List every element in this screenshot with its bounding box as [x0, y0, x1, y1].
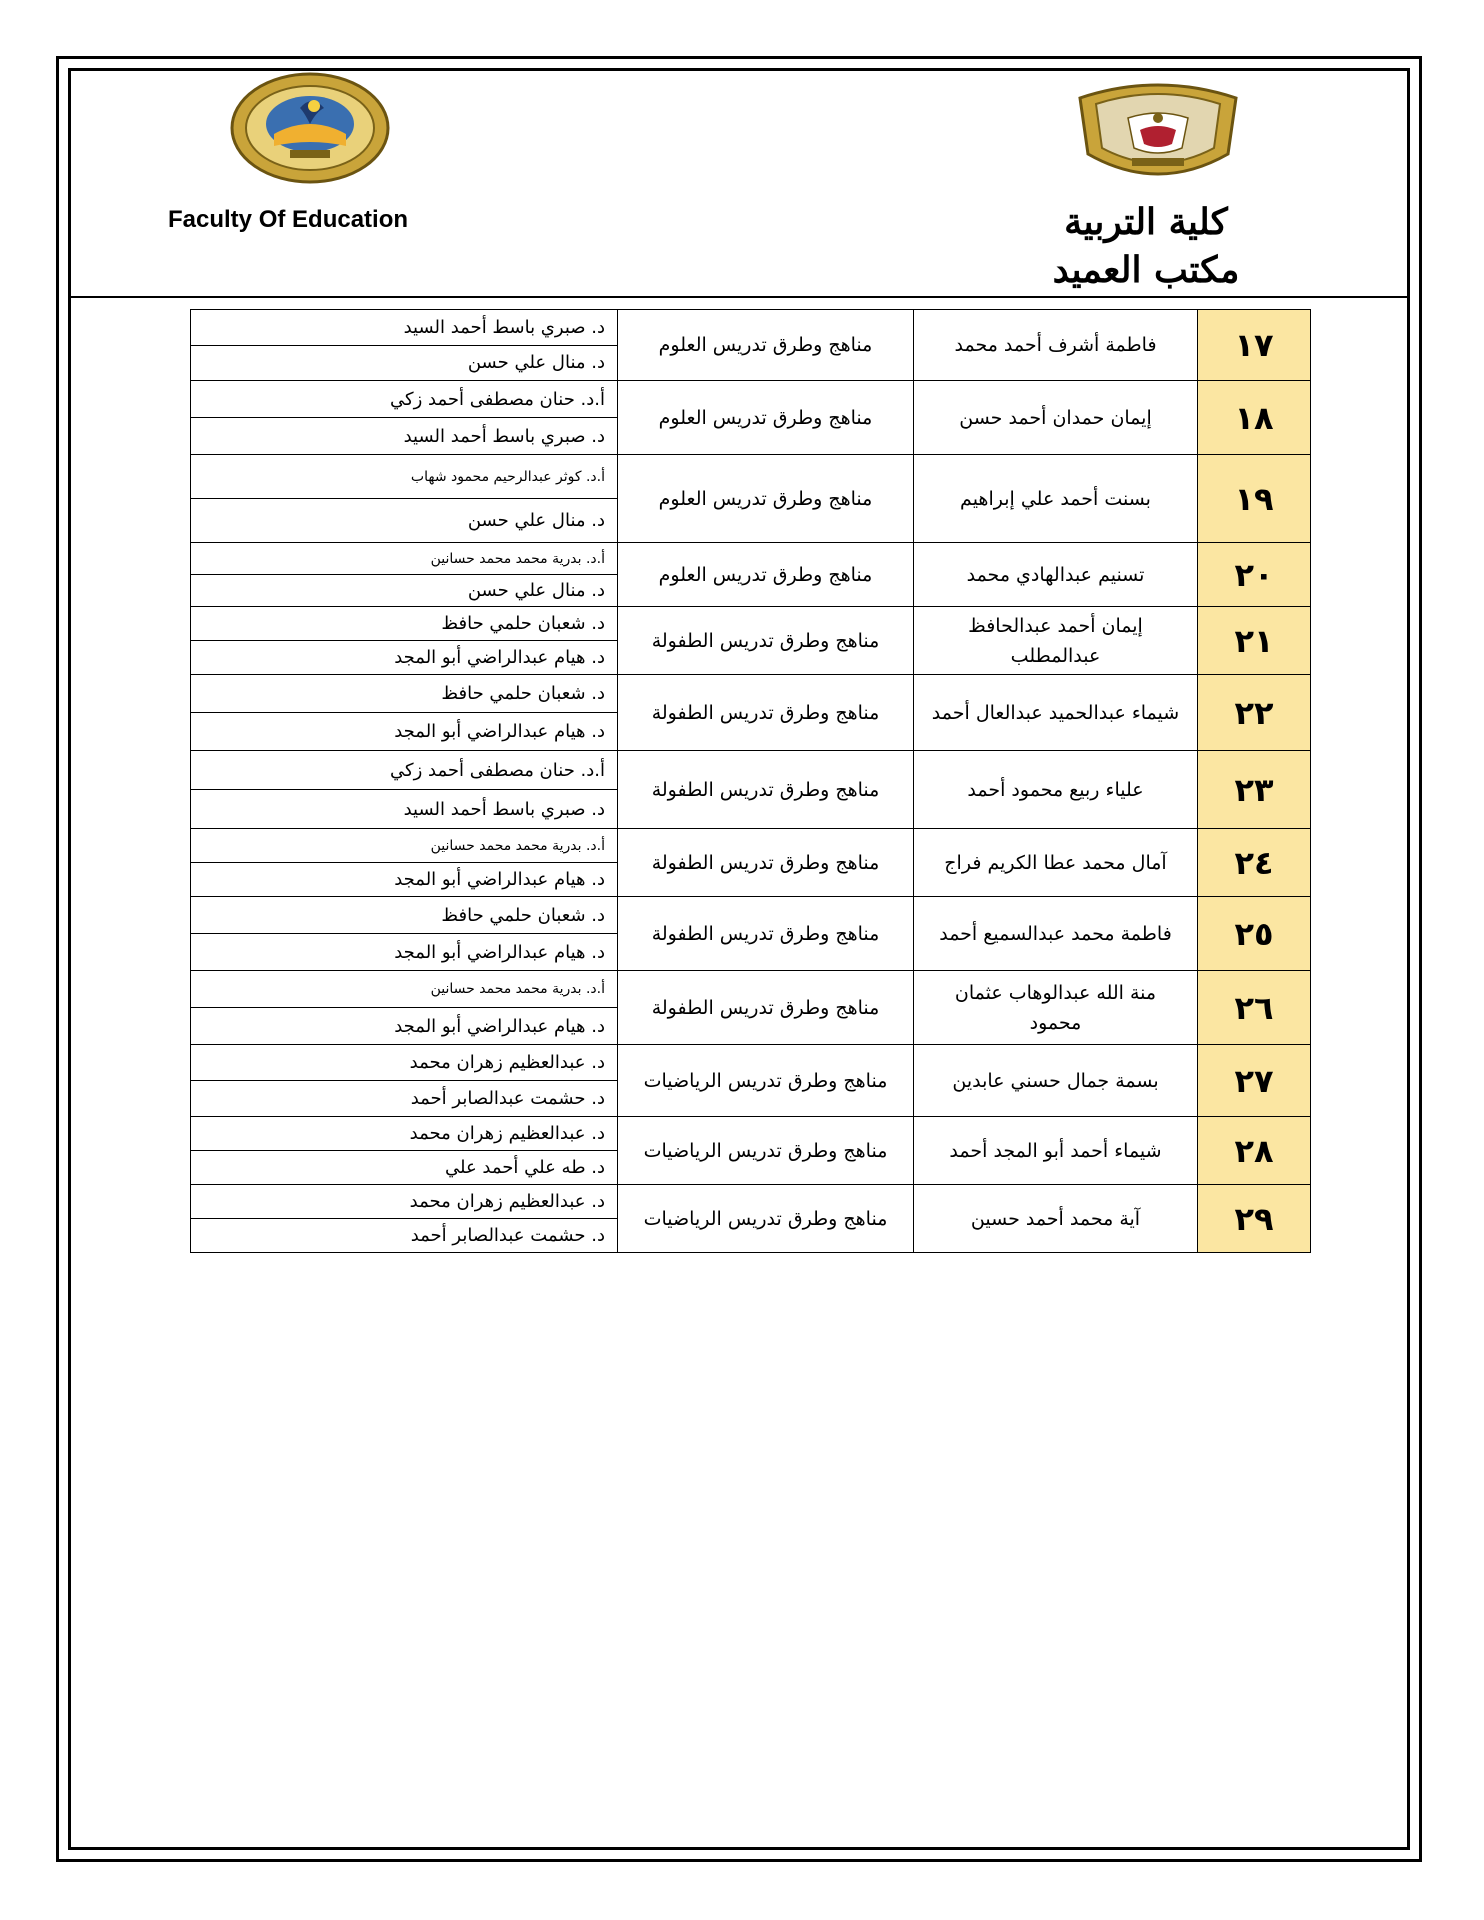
supervisors	[191, 897, 617, 970]
supervisor-primary: د. شعبان حلمي حافظ	[191, 897, 617, 934]
specialty: مناهج وطرق تدريس العلوم	[617, 543, 913, 606]
row-number: ١٩	[1197, 455, 1310, 542]
supervisor-primary: أ.د. بدرية محمد محمد حسانين	[191, 829, 617, 863]
table-row	[190, 309, 1311, 381]
student-name: إيمان حمدان أحمد حسن	[913, 381, 1197, 454]
row-number: ٢٤	[1197, 829, 1310, 896]
specialty: مناهج وطرق تدريس الرياضيات	[617, 1045, 913, 1116]
specialty: مناهج وطرق تدريس الرياضيات	[617, 1185, 913, 1252]
supervisors	[191, 607, 617, 674]
supervisor-primary: د. عبدالعظيم زهران محمد	[191, 1045, 617, 1081]
row-number: ١٧	[1197, 310, 1310, 380]
supervisors	[191, 543, 617, 606]
specialty: مناهج وطرق تدريس الطفولة	[617, 675, 913, 750]
supervisor-secondary: د. منال علي حسن	[467, 580, 605, 601]
table-row	[190, 829, 1311, 897]
specialty: مناهج وطرق تدريس العلوم	[617, 455, 913, 542]
supervisor-secondary: د. حشمت عبدالصابر أحمد	[410, 1088, 605, 1109]
row-number: ٢٦	[1197, 971, 1310, 1044]
specialty: مناهج وطرق تدريس الطفولة	[617, 829, 913, 896]
supervisors	[191, 310, 617, 380]
supervisors	[191, 1045, 617, 1116]
student-name: تسنيم عبدالهادي محمد	[913, 543, 1197, 606]
table-row	[190, 751, 1311, 829]
supervisors	[191, 971, 617, 1044]
supervisors	[191, 455, 617, 542]
supervisor-secondary: د. منال علي حسن	[467, 510, 605, 531]
dean-office-title: مكتب العميد	[1052, 249, 1240, 291]
university-emblem-logo	[1074, 78, 1242, 186]
supervisor-primary: د. شعبان حلمي حافظ	[191, 607, 617, 641]
table-row	[190, 455, 1311, 543]
supervisor-primary: د. صبري باسط أحمد السيد	[191, 310, 617, 346]
supervisor-secondary: د. طه علي أحمد علي	[445, 1157, 605, 1178]
row-number: ١٨	[1197, 381, 1310, 454]
supervisor-primary: أ.د. بدرية محمد محمد حسانين	[191, 543, 617, 575]
supervisor-secondary: د. منال علي حسن	[467, 352, 605, 374]
row-number: ٢٢	[1197, 675, 1310, 750]
supervisor-primary: أ.د. كوثر عبدالرحيم محمود شهاب	[191, 455, 617, 499]
supervisor-secondary: د. هيام عبدالراضي أبو المجد	[394, 869, 605, 890]
supervisor-primary: د. عبدالعظيم زهران محمد	[191, 1117, 617, 1151]
supervisors	[191, 381, 617, 454]
specialty: مناهج وطرق تدريس الطفولة	[617, 971, 913, 1044]
table-row	[190, 607, 1311, 675]
student-name: آمال محمد عطا الكريم فراج	[913, 829, 1197, 896]
supervisor-secondary: د. هيام عبدالراضي أبو المجد	[394, 941, 605, 963]
student-name: آية محمد أحمد حسين	[913, 1185, 1197, 1252]
student-name: فاطمة أشرف أحمد محمد	[913, 310, 1197, 380]
row-number: ٢٩	[1197, 1185, 1310, 1252]
specialty: مناهج وطرق تدريس الطفولة	[617, 897, 913, 970]
row-number: ٢٥	[1197, 897, 1310, 970]
specialty: مناهج وطرق تدريس العلوم	[617, 310, 913, 380]
specialty: مناهج وطرق تدريس الطفولة	[617, 751, 913, 828]
row-number: ٢٧	[1197, 1045, 1310, 1116]
table-row	[190, 897, 1311, 971]
supervisor-primary: د. شعبان حلمي حافظ	[191, 675, 617, 713]
supervisors	[191, 829, 617, 896]
supervisors	[191, 751, 617, 828]
specialty: مناهج وطرق تدريس الطفولة	[617, 607, 913, 674]
supervisor-secondary: د. صبري باسط أحمد السيد	[403, 798, 605, 820]
supervisor-secondary: د. هيام عبدالراضي أبو المجد	[394, 1015, 605, 1037]
row-number: ٢٨	[1197, 1117, 1310, 1184]
row-number: ٢٣	[1197, 751, 1310, 828]
supervisor-secondary: د. حشمت عبدالصابر أحمد	[410, 1225, 605, 1246]
student-name: شيماء عبدالحميد عبدالعال أحمد	[913, 675, 1197, 750]
supervisors	[191, 675, 617, 750]
faculty-title-arabic: كلية التربية	[1064, 201, 1228, 243]
faculty-name-arabic	[1036, 198, 1256, 294]
faculty-emblem-logo	[230, 72, 390, 184]
table-row	[190, 971, 1311, 1045]
table-row	[190, 381, 1311, 455]
table-row	[190, 543, 1311, 607]
supervisor-primary: أ.د. حنان مصطفى أحمد زكي	[191, 381, 617, 418]
student-name: فاطمة محمد عبدالسميع أحمد	[913, 897, 1197, 970]
student-name: بسنت أحمد علي إبراهيم	[913, 455, 1197, 542]
table-row	[190, 1045, 1311, 1117]
student-name: بسمة جمال حسني عابدين	[913, 1045, 1197, 1116]
supervisor-primary: أ.د. حنان مصطفى أحمد زكي	[191, 751, 617, 790]
student-name: علياء ربيع محمود أحمد	[913, 751, 1197, 828]
supervisor-primary: د. عبدالعظيم زهران محمد	[191, 1185, 617, 1219]
supervisor-secondary: د. صبري باسط أحمد السيد	[403, 425, 605, 447]
row-number: ٢١	[1197, 607, 1310, 674]
table-row	[190, 1185, 1311, 1253]
supervisors	[191, 1117, 617, 1184]
supervisor-primary: أ.د. بدرية محمد محمد حسانين	[191, 971, 617, 1008]
table-row	[190, 675, 1311, 751]
student-name: إيمان أحمد عبدالحافظ عبدالمطلب	[913, 607, 1197, 674]
specialty: مناهج وطرق تدريس العلوم	[617, 381, 913, 454]
supervisors	[191, 1185, 617, 1252]
faculty-name-english: Faculty Of Education	[168, 206, 409, 233]
student-name: منة الله عبدالوهاب عثمان محمود	[913, 971, 1197, 1044]
specialty: مناهج وطرق تدريس الرياضيات	[617, 1117, 913, 1184]
header-divider	[71, 296, 1407, 298]
student-name: شيماء أحمد أبو المجد أحمد	[913, 1117, 1197, 1184]
supervisor-secondary: د. هيام عبدالراضي أبو المجد	[394, 721, 605, 742]
row-number: ٢٠	[1197, 543, 1310, 606]
table-row	[190, 1117, 1311, 1185]
supervisor-secondary: د. هيام عبدالراضي أبو المجد	[394, 647, 605, 668]
